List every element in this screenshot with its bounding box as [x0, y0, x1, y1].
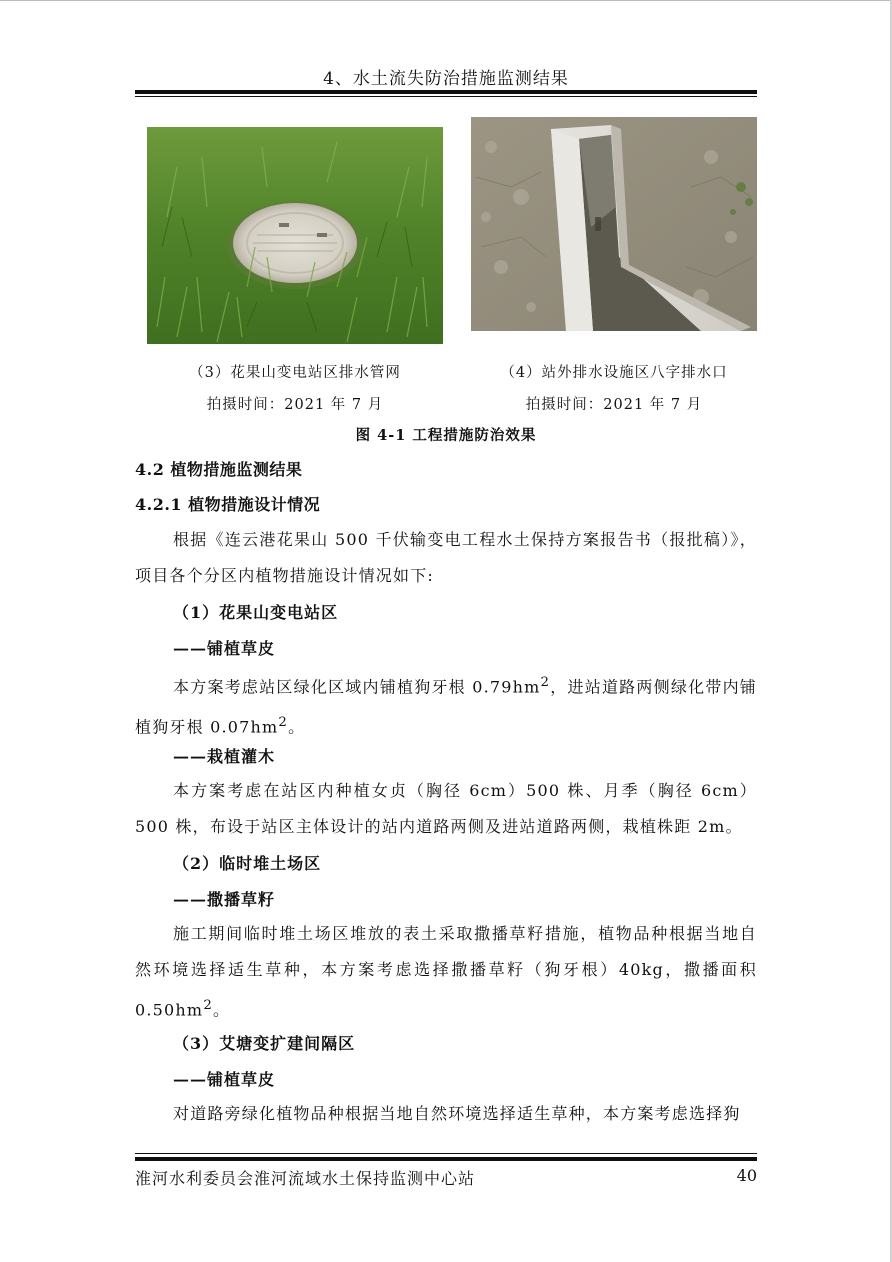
intro-text: 根据《连云港花果山 500 千伏输变电工程水土保持方案报告书（报批稿）》，项目各个分区内植物措施设计情况如下:: [135, 530, 757, 585]
figure-caption-3: （3）花果山变电站区排水管网: [189, 365, 401, 381]
page-number: 40: [736, 1166, 757, 1185]
zone1-measure1-paragraph: [135, 665, 757, 746]
zone3-measure1-heading: ——铺植草皮: [173, 1070, 276, 1089]
page-edge: [0, 0, 892, 1]
photo-drainage-manhole: [147, 127, 443, 344]
figure-caption-4: （4）站外排水设施区八字排水口: [500, 365, 728, 381]
zone1-measure2-text: 本方案考虑在站区内种植女贞（胸径 6cm）500 株、月季（胸径 6cm）500 株，布设于站区主体设计的站内道路两侧及进站道路两侧，栽植株距 2m。: [135, 781, 757, 836]
header-rule-thin: [135, 96, 757, 97]
photo-drainage-outlet: [471, 117, 757, 331]
zone2-measure1-paragraph: [135, 916, 757, 1028]
intro-paragraph: [135, 522, 757, 594]
footer-rule-thin: [135, 1153, 757, 1154]
zone2-heading: （2）临时堆土场区: [173, 854, 322, 873]
zone1-measure1-text: 本方案考虑站区绿化区域内铺植狗牙根 $0.79hm^2$，进站道路两侧绿化带内铺植狗牙根 $0.07hm^2$。: [135, 675, 757, 737]
zone1-measure2-paragraph: [135, 773, 757, 845]
running-header: 4、水土流失防治措施监测结果: [323, 69, 569, 89]
header-rule-thick: [135, 90, 757, 94]
zone2-measure1-heading: ——撒播草籽: [173, 890, 276, 909]
footer-organization: 淮河水利委员会淮河流域水土保持监测中心站: [135, 1169, 476, 1188]
zone1-heading: （1）花果山变电站区: [173, 603, 339, 622]
photo-time-4: 拍摄时间：2021 年 7 月: [525, 397, 703, 413]
section-heading: 4.2 植物措施监测结果: [135, 460, 303, 479]
footer-rule-thick: [135, 1157, 757, 1161]
zone3-measure1-text: 对道路旁绿化植物品种根据当地自然环境选择适生草种，本方案考虑选择狗: [173, 1104, 741, 1123]
zone3-heading: （3）艾塘变扩建间隔区: [173, 1034, 356, 1053]
zone1-measure2-heading: ——栽植灌木: [173, 747, 276, 766]
zone1-measure1-heading: ——铺植草皮: [173, 639, 276, 658]
zone2-measure1-text: 施工期间临时堆土场区堆放的表土采取撒播草籽措施，植物品种根据当地自然环境选择适生草种，本方案考虑选择撒播草籽（狗牙根）40kg，撒播面积 $0.50hm^2$。: [135, 924, 757, 1020]
figure-title: 图 4-1 工程措施防治效果: [355, 427, 537, 444]
photo-time-3: 拍摄时间：2021 年 7 月: [206, 397, 384, 413]
subsection-heading: 4.2.1 植物措施设计情况: [135, 495, 321, 514]
zone3-measure1-paragraph: [135, 1096, 757, 1132]
